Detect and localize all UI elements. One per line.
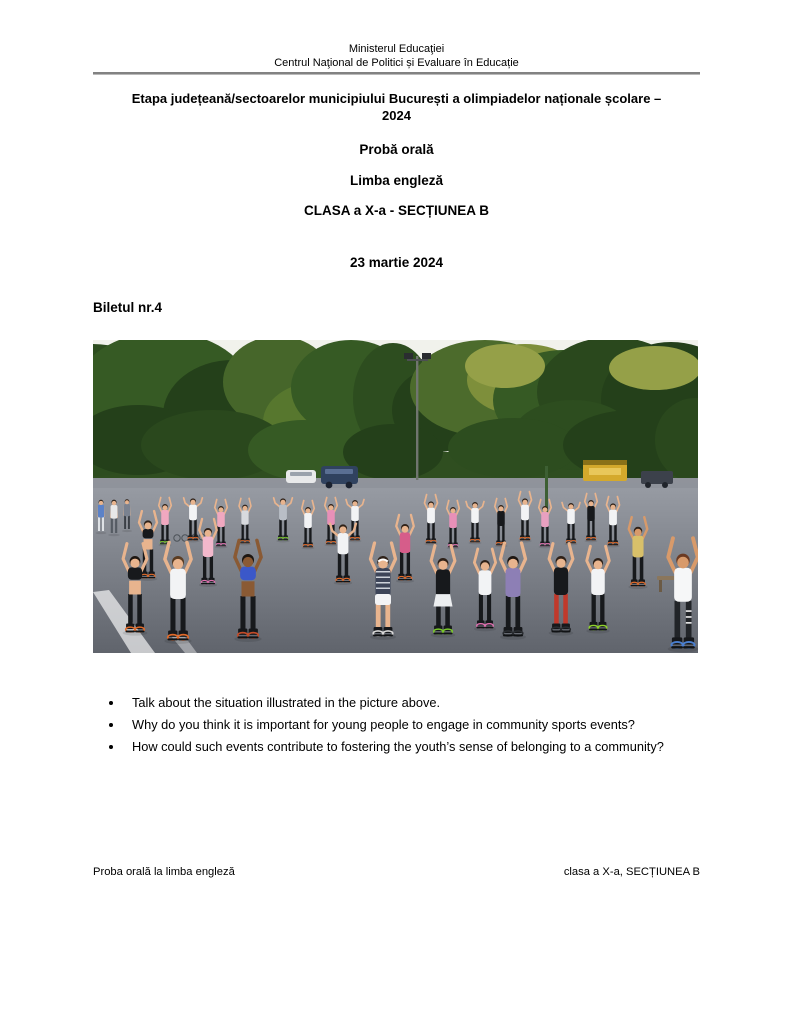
page-footer bbox=[93, 866, 700, 878]
class-section-heading: CLASA a X-a - SECȚIUNEA B bbox=[303, 203, 490, 218]
task-item-2: • Why do you think it is important for young people to engage in community sports events? bbox=[124, 714, 703, 736]
document-header bbox=[93, 42, 700, 71]
task-item-1: • Talk about the situation illustrated in the picture above. bbox=[124, 692, 703, 714]
subject-heading: Limba engleză bbox=[349, 173, 444, 188]
ticket-number: Biletul nr.4 bbox=[93, 300, 163, 315]
exam-photo bbox=[93, 340, 698, 653]
exam-date: 23 martie 2024 bbox=[349, 255, 444, 270]
center-name: Centrul Naţional de Politici și Evaluare în Educație bbox=[274, 57, 519, 70]
olympiad-title-line1: Etapa județeană/sectoarelor municipiului București a olimpiadelor naționale școlare – bbox=[131, 91, 662, 106]
task-list bbox=[93, 692, 703, 758]
task-item-3: • How could such events contribute to fostering the youth’s sense of belonging to a community? bbox=[124, 736, 703, 758]
header-divider bbox=[93, 72, 700, 75]
kangoo-fitness-photo-illustration bbox=[93, 340, 698, 653]
ministry-name: Ministerul Educaţiei bbox=[348, 43, 445, 55]
footer-right: clasa a X-a, SECȚIUNEA B bbox=[563, 866, 700, 878]
footer-left: Proba orală la limba engleză bbox=[93, 866, 235, 878]
exam-type-heading: Probă orală bbox=[359, 142, 434, 157]
olympiad-title-line2: 2024 bbox=[382, 108, 411, 124]
olympiad-title bbox=[93, 90, 700, 124]
